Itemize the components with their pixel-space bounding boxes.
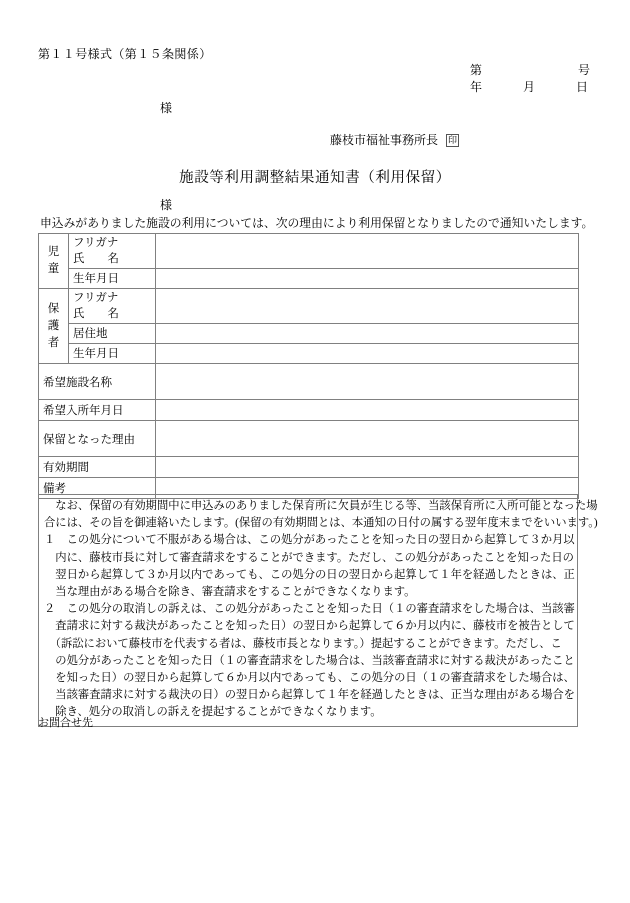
date-year-label: 年	[470, 80, 483, 94]
notice-line: 合には、その旨を御連絡いたします。(保留の有効期間とは、本通知の日付の属する翌年度末までをいいます。)	[44, 517, 598, 530]
guardian-group-label	[39, 289, 69, 364]
hold-reason-label: 保留となった理由	[39, 421, 156, 457]
legal-notice-box	[38, 494, 598, 727]
seal-stamp-icon: 印	[448, 135, 458, 145]
addressee-honorific-body: 様	[160, 198, 173, 212]
addressee-honorific-top: 様	[160, 101, 173, 115]
child-group-label	[39, 234, 69, 289]
guardian-furigana-name-label	[69, 289, 156, 324]
child-furigana-label: フリガナ	[73, 237, 119, 249]
table-row	[39, 457, 579, 478]
applicant-form-table	[38, 233, 579, 499]
notice-line: の処分があったことを知った日（１の審査請求をした場合は、当該審査請求に対する裁決があったこと	[44, 654, 575, 667]
facility-name-value[interactable]	[156, 364, 579, 400]
notice-line: 内に、藤枝市長に対して審査請求をすることができます。ただし、この処分があったことを知った日の	[44, 551, 574, 564]
valid-period-label: 有効期間	[39, 457, 156, 478]
notice-line: 翌日から起算して３か月以内であっても、この処分の日の翌日から起算して１年を経過したときは、正	[44, 568, 575, 581]
notice-line: を知った日）の翌日から起算して６か月以内であっても、この処分の日（１の審査請求をした場合は、	[44, 672, 575, 685]
document-date-row	[470, 79, 590, 96]
notice-line: 除き、処分の取消しの訴えを提起することができなくなります。	[44, 706, 382, 719]
notice-line: 当な理由がある場合を除き、審査請求をすることができなくなります。	[44, 586, 416, 599]
table-row	[39, 324, 579, 344]
hold-reason-value[interactable]	[156, 421, 579, 457]
admission-date-value[interactable]	[156, 400, 579, 421]
notice-line: 査請求に対する裁決があったことを知った日）の翌日から起算して６か月以内に、藤枝市を被告として	[44, 620, 575, 633]
remarks-label: 備考	[39, 478, 156, 499]
guardian-furigana-label: フリガナ	[73, 292, 119, 304]
document-number-date-block	[470, 62, 590, 96]
guardian-group-char-3: 者	[47, 336, 60, 349]
child-group-char-1: 児	[47, 246, 60, 258]
table-row	[39, 269, 579, 289]
document-number-row	[470, 62, 590, 79]
date-day-label: 日	[575, 80, 588, 94]
notice-line: 当該審査請求に対する裁決の日）の翌日から起算して１年を経過したときは、正当な理由がある場合を	[44, 689, 575, 702]
date-month-label: 月	[522, 80, 535, 94]
guardian-name-value[interactable]	[156, 289, 579, 324]
table-row	[39, 344, 579, 364]
table-row	[39, 289, 579, 324]
issuer-name: 藤枝市福祉事務所長	[330, 133, 439, 147]
valid-period-value[interactable]	[156, 457, 579, 478]
document-number-label: 第	[470, 63, 483, 77]
notice-line: （訴訟において藤枝市を代表する者は、藤枝市長となります。）提起することができます。ただし、こ	[44, 637, 562, 650]
child-name-value[interactable]	[156, 234, 579, 269]
child-group-label-text	[39, 244, 68, 278]
issuer-line	[330, 131, 459, 148]
child-furigana-name-label-text	[73, 235, 151, 267]
table-row	[39, 364, 579, 400]
page-title: 施設等利用調整結果通知書（利用保留）	[179, 170, 451, 186]
child-birth-value[interactable]	[156, 269, 579, 289]
document-number-unit: 号	[577, 63, 590, 77]
guardian-furigana-name-label-text	[73, 290, 151, 322]
form-number: 第１１号様式（第１５条関係）	[38, 47, 212, 61]
guardian-birth-value[interactable]	[156, 344, 579, 364]
intro-paragraph: 申込みがありました施設の利用については、次の理由により利用保留となりましたので通知いたします。	[40, 216, 594, 230]
notice-line: なお、保留の有効期間中に申込みのありました保育所に欠員が生じる等、当該保育所に入所可能となった場	[44, 500, 598, 512]
guardian-name-label: 氏 名	[73, 308, 119, 320]
notice-line: １ この処分について不服がある場合は、この処分があったことを知った日の翌日から起算して３か月以	[44, 534, 575, 547]
child-birth-label: 生年月日	[69, 269, 156, 289]
table-row	[39, 234, 579, 269]
facility-name-label: 希望施設名称	[39, 364, 156, 400]
child-furigana-name-label	[69, 234, 156, 269]
admission-date-label: 希望入所年月日	[39, 400, 156, 421]
child-group-char-2: 童	[47, 263, 60, 275]
table-row	[39, 400, 579, 421]
guardian-group-label-text	[39, 301, 68, 352]
guardian-group-char-1: 保	[47, 302, 60, 315]
notice-line: ２ この処分の取消しの訴えは、この処分があったことを知った日（１の審査請求をした場合は、当該審	[44, 603, 575, 616]
child-name-label: 氏 名	[73, 253, 119, 265]
guardian-birth-label: 生年月日	[69, 344, 156, 364]
contact-label: お問合せ先	[38, 717, 93, 729]
guardian-residence-label: 居住地	[69, 324, 156, 344]
table-row	[39, 421, 579, 457]
guardian-residence-value[interactable]	[156, 324, 579, 344]
guardian-group-char-2: 護	[47, 319, 60, 332]
